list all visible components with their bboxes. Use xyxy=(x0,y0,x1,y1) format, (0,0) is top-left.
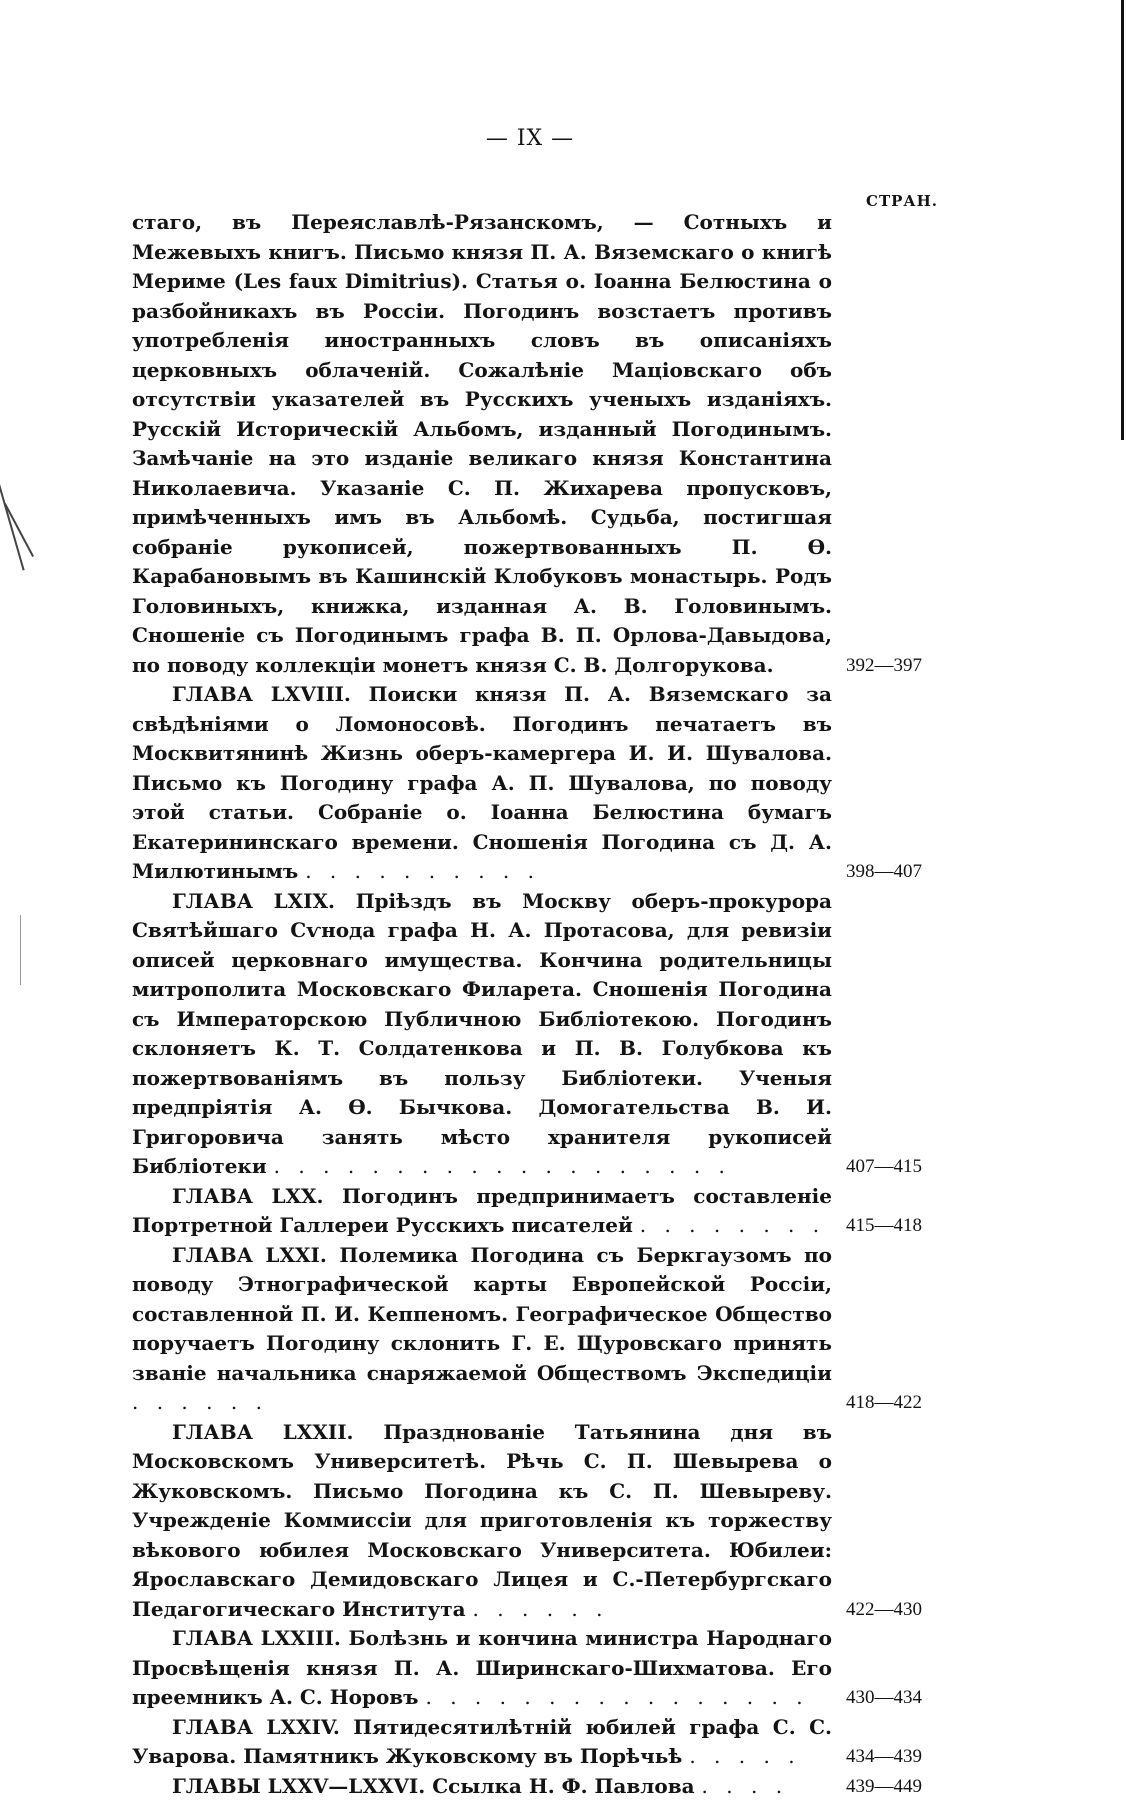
toc-entry xyxy=(132,1182,956,1241)
leader-dots: . . . . xyxy=(702,1774,789,1798)
toc-entry-pages: 407—415 xyxy=(832,1152,956,1182)
chapter-label: ГЛАВА LXXIII. xyxy=(172,1626,341,1650)
page-number: — IX — xyxy=(0,126,1060,151)
margin-mark xyxy=(4,503,34,557)
toc-entry-text: Поиски князя П. А. Вяземскаго за свѣдѣніями о Ломоносовѣ. Погодинъ печатаетъ въ Москвитянинѣ Жизнь оберъ-камергера И. И. Шувалова. Письмо къ Погодину графа А. П. Шувалова, по поводу этой статьи. Собраніе о. Іоанна Белюстина бумагъ Екатерининскаго времени. Сношенія Погодина съ Д. А. Милютинымъ xyxy=(132,682,832,883)
pages-column-header: СТРАН. xyxy=(866,192,938,210)
toc-entry-body xyxy=(132,1182,832,1241)
page-edge-rule xyxy=(1121,0,1124,440)
table-of-contents xyxy=(132,208,956,1801)
margin-mark xyxy=(0,482,25,571)
toc-entry-pages: 422—430 xyxy=(832,1595,956,1625)
toc-entry-body xyxy=(132,208,832,680)
chapter-label: ГЛАВА LXXIV. xyxy=(172,1715,340,1739)
leader-dots: . . . . . . . . xyxy=(640,1213,825,1237)
toc-entry-body xyxy=(132,1772,832,1801)
leader-dots: . . . . . . . . . . . . . . . . xyxy=(426,1685,809,1709)
toc-entry-body xyxy=(132,1713,832,1772)
toc-entry-body xyxy=(132,680,832,887)
toc-entry-pages: 439—449 xyxy=(832,1772,956,1801)
leader-dots: . . . . . . xyxy=(473,1597,609,1621)
toc-entry-pages: 418—422 xyxy=(832,1388,956,1418)
toc-entry-text: Празднованіе Татьянина дня въ Московскомъ Университетѣ. Рѣчь С. П. Шевырева о Жуковскомъ. Письмо Погодина къ С. П. Шевыреву. Учрежденіе Коммиссіи для приготовленія къ торжеству вѣкового юбилея Московскаго Университета. Юбилеи: Ярославскаго Демидовскаго Лицея и С.-Петербургскаго Педагогическаго Института xyxy=(132,1420,832,1621)
leader-dots: . . . . . . . . . . xyxy=(305,859,540,883)
toc-entry xyxy=(132,1624,956,1713)
toc-entry-pages: 434—439 xyxy=(832,1742,956,1772)
toc-entry-pages: 398—407 xyxy=(832,857,956,887)
toc-entry xyxy=(132,680,956,887)
toc-entry-text: Пріѣздъ въ Москву оберъ-прокурора Святѣйшаго Сѵнода графа Н. А. Протасова, для ревизіи описей церковнаго имущества. Кончина родительницы митрополита Московскаго Филарета. Сношенія Погодина съ Императорскою Публичною Библіотекою. Погодинъ склоняетъ К. Т. Солдатенкова и П. В. Голубкова къ пожертвованіямъ въ пользу Библіотеки. Ученыя предпріятія А. Ѳ. Бычкова. Домогательства В. И. Григоровича занять мѣсто хранителя рукописей Библіотеки xyxy=(132,889,832,1179)
toc-entry-text: Полемика Погодина съ Беркгаузомъ по поводу Этнографической карты Европейской Россіи, составленной П. И. Кеппеномъ. Географическое Общество поручаетъ Погодину склонить Г. Е. Щуровскаго принять званіе начальника снаряжаемой Обществомъ Экспедиціи xyxy=(132,1243,832,1385)
toc-entry-pages: 415—418 xyxy=(832,1211,956,1241)
leader-dots: . . . . . . . . . . . . . . . . . . . xyxy=(274,1154,731,1178)
toc-entry xyxy=(132,1713,956,1772)
toc-entry xyxy=(132,1241,956,1418)
toc-entry-pages: 392—397 xyxy=(832,651,956,681)
toc-entry-text: Пятидесятилѣтній юбилей графа С. С. Уварова. Памятникъ Жуковскому въ Порѣчьѣ xyxy=(132,1715,832,1769)
toc-entry-body xyxy=(132,1624,832,1713)
toc-entry xyxy=(132,208,956,680)
chapter-label: ГЛАВЫ LXXV—LXXVI. xyxy=(172,1774,425,1798)
toc-entry-pages: 430—434 xyxy=(832,1683,956,1713)
toc-entry-text: Погодинъ предпринимаетъ составленіе Портретной Галлереи Русскихъ писателей xyxy=(132,1184,832,1238)
toc-entry-body xyxy=(132,887,832,1182)
toc-entry-text: Болѣзнь и кончина министра Народнаго Просвѣщенія князя П. А. Ширинскаго-Шихматова. Его преемникъ А. С. Норовъ xyxy=(132,1626,832,1709)
toc-entry-text: стаго, въ Переяславлѣ-Рязанскомъ, — Сотныхъ и Межевыхъ книгъ. Письмо князя П. А. Вяземскаго о книгѣ Мериме (Les faux Dimitrius). Статья о. Іоанна Белюстина о разбойникахъ въ Россіи. Погодинъ возстаетъ противъ употребленія иностранныхъ словъ въ описаніяхъ церковныхъ облаченій. Сожалѣніе Маціовскаго объ отсутствіи указателей въ Русскихъ ученыхъ изданіяхъ. Русскій Историческій Альбомъ, изданный Погодинымъ. Замѣчаніе на это изданіе великаго князя Константина Николаевича. Указаніе С. П. Жихарева пропусковъ, примѣченныхъ имъ въ Альбомѣ. Судьба, постигшая собраніе рукописей, пожертвованныхъ П. Ѳ. Карабановымъ въ Кашинскій Клобуковъ монастырь. Родъ Головиныхъ, книжка, изданная А. В. Головинымъ. Сношеніе съ Погодинымъ графа В. П. Орлова-Давыдова, по поводу коллекціи монетъ князя С. В. Долгорукова. xyxy=(132,210,832,677)
margin-mark xyxy=(20,915,21,985)
toc-entry-body xyxy=(132,1418,832,1625)
toc-entry-text: Ссылка Н. Ф. Павлова xyxy=(432,1774,694,1798)
toc-entry xyxy=(132,1772,956,1801)
toc-entry-body xyxy=(132,1241,832,1418)
toc-entry xyxy=(132,1418,956,1625)
chapter-label: ГЛАВА LXXI. xyxy=(172,1243,327,1267)
chapter-label: ГЛАВА LXXII. xyxy=(172,1420,354,1444)
leader-dots: . . . . . xyxy=(689,1744,800,1768)
chapter-label: ГЛАВА LXX. xyxy=(172,1184,324,1208)
toc-entry xyxy=(132,887,956,1182)
chapter-label: ГЛАВА LXIX. xyxy=(172,889,335,913)
leader-dots: . . . . . . xyxy=(132,1390,268,1414)
chapter-label: ГЛАВА LXVIII. xyxy=(172,682,351,706)
